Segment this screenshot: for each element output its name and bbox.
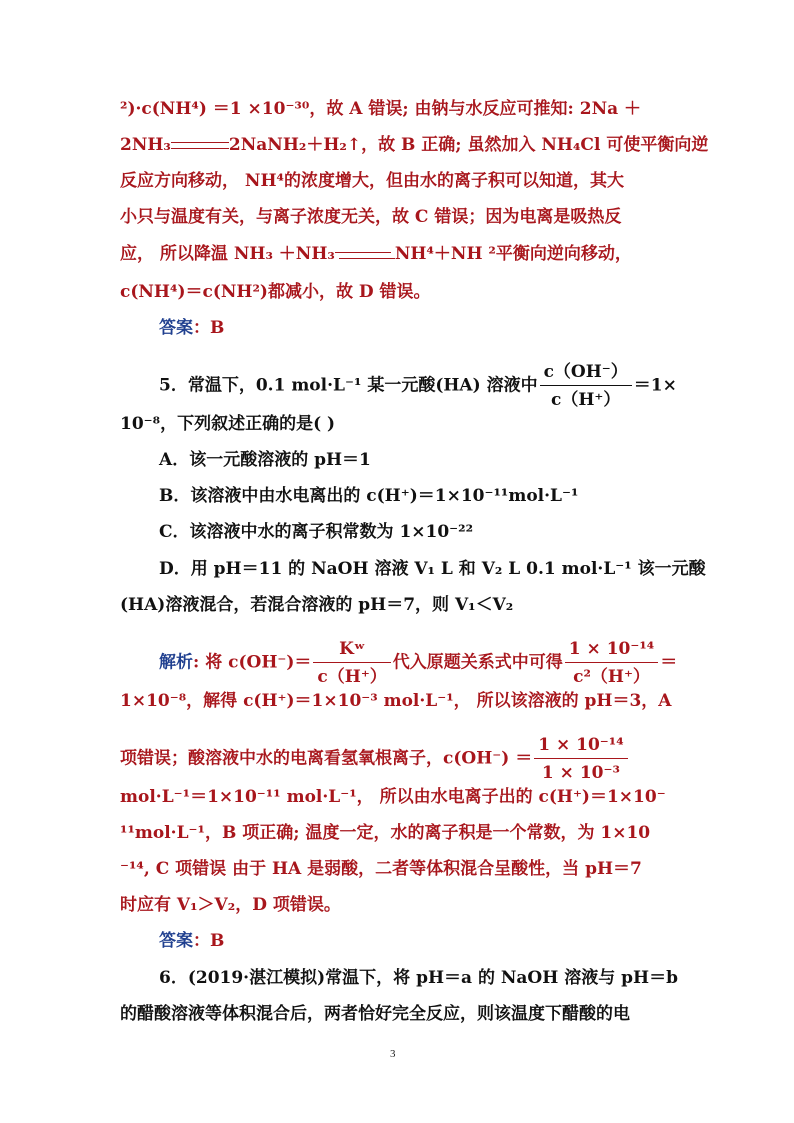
question-5-line-1 [159, 360, 677, 412]
option-d-line-1 [159, 557, 706, 581]
question-6-line-1 [159, 966, 678, 990]
numerator: Kʷ [313, 637, 390, 663]
text: 项错误；酸溶液中水的电离看氢氧根离子，c(OH⁻) ＝ [120, 748, 533, 769]
text: 时应有 V₁＞V₂，D 项错误。 [120, 895, 341, 915]
text: c(NH⁴)＝c(NH²)都减小，故 D 错误。 [120, 282, 431, 302]
fraction [565, 637, 658, 689]
text: mol·L⁻¹＝1×10⁻¹¹ mol·L⁻¹， 所以由水电离子出的 c(H⁺)＝1×10⁻ [120, 787, 666, 807]
analysis-line-3 [120, 733, 630, 785]
text: 2NaNH₂＋H₂↑，故 B 正确; 虽然加入 NH₄Cl 可使平衡向逆 [228, 135, 709, 155]
analysis-line-2 [120, 689, 672, 713]
denominator: c（H⁺） [317, 667, 387, 687]
explanation-line-1 [120, 97, 641, 121]
text: : 将 c(OH⁻)＝ [193, 652, 312, 673]
text: 小只与温度有关，与离子浓度无关，故 C 错误；因为电离是吸热反 [120, 207, 622, 227]
analysis-line-7 [120, 893, 341, 917]
question-6-line-2 [120, 1002, 630, 1026]
text: (HA)溶液混合，若混合溶液的 pH＝7，则 V₁＜V₂ [120, 595, 514, 615]
analysis-label: 解析 [159, 652, 193, 673]
explanation-line-6 [120, 280, 431, 304]
text: 2NH₃ [120, 135, 171, 155]
fraction [534, 733, 627, 785]
option-b [159, 484, 578, 508]
text: ＝ [660, 652, 678, 673]
text: ¹¹mol·L⁻¹，B 项正确; 温度一定，水的离子积是一个常数，为 1×10 [120, 823, 651, 843]
analysis-line-1 [159, 637, 677, 689]
text: ＝1× [633, 375, 677, 396]
text: 代入原题关系式中可得 [392, 652, 563, 673]
explanation-line-5 [120, 242, 632, 266]
text: 应， 所以降温 NH₃ ＋NH₃ [120, 244, 335, 264]
text: 1×10⁻⁸，解得 c(H⁺)＝1×10⁻³ mol·L⁻¹， 所以该溶液的 pH＝3，A [120, 691, 672, 711]
equilibrium-arrow-icon [335, 249, 395, 261]
denominator: 1 × 10⁻³ [541, 763, 620, 783]
option-c [159, 520, 473, 544]
answer-value: ：B [193, 931, 225, 951]
answer-value: ：B [193, 318, 225, 338]
text: ²)·c(NH⁴) ＝1 ×10⁻³⁰，故 A 错误; 由钠与水反应可推知: 2Na ＋ [120, 99, 642, 119]
text: A．该一元酸溶液的 pH＝1 [159, 450, 371, 470]
text: ⁻¹⁴, C 项错误 由于 HA 是弱酸，二者等体积混合呈酸性，当 pH＝7 [120, 859, 642, 879]
numerator: 1 × 10⁻¹⁴ [534, 733, 627, 759]
analysis-line-4 [120, 785, 666, 809]
analysis-line-5 [120, 821, 650, 845]
answer-label: 答案 [159, 318, 193, 338]
text: 10⁻⁸，下列叙述正确的是( ) [120, 414, 336, 434]
question-5-line-2 [120, 412, 335, 436]
option-d-line-2 [120, 593, 513, 617]
option-a [159, 448, 371, 472]
numerator: c（OH⁻） [540, 360, 632, 386]
text: 6．(2019·湛江模拟)常温下，将 pH＝a 的 NaOH 溶液与 pH＝b [159, 968, 678, 988]
text: 的醋酸溶液等体积混合后，两者恰好完全反应，则该温度下醋酸的电 [120, 1004, 630, 1024]
page-number: 3 [390, 1048, 396, 1060]
answer-line-1 [159, 316, 224, 340]
text: D．用 pH＝11 的 NaOH 溶液 V₁ L 和 V₂ L 0.1 mol·L⁻¹ 该一元酸 [159, 559, 706, 579]
answer-line-2 [159, 929, 224, 953]
text: 反应方向移动， NH⁴的浓度增大，但由水的离子积可以知道，其大 [120, 171, 624, 191]
numerator: 1 × 10⁻¹⁴ [565, 637, 658, 663]
denominator: c²（H⁺） [573, 667, 650, 687]
text: 5．常温下，0.1 mol·L⁻¹ 某一元酸(HA) 溶液中 [159, 375, 538, 396]
explanation-line-2 [120, 133, 708, 157]
answer-label: 答案 [159, 931, 193, 951]
text: NH⁴＋NH ²平衡向逆向移动， [394, 244, 632, 264]
denominator: c（H⁺） [550, 390, 621, 410]
explanation-line-4 [120, 205, 621, 229]
text: C．该溶液中水的离子积常数为 1×10⁻²² [159, 522, 474, 542]
fraction [313, 637, 390, 689]
equals-sign-icon [171, 139, 229, 153]
explanation-line-3 [120, 169, 624, 193]
analysis-line-6 [120, 857, 642, 881]
text: B．该溶液中由水电离出的 c(H⁺)＝1×10⁻¹¹mol·L⁻¹ [159, 486, 579, 506]
fraction [540, 360, 632, 412]
